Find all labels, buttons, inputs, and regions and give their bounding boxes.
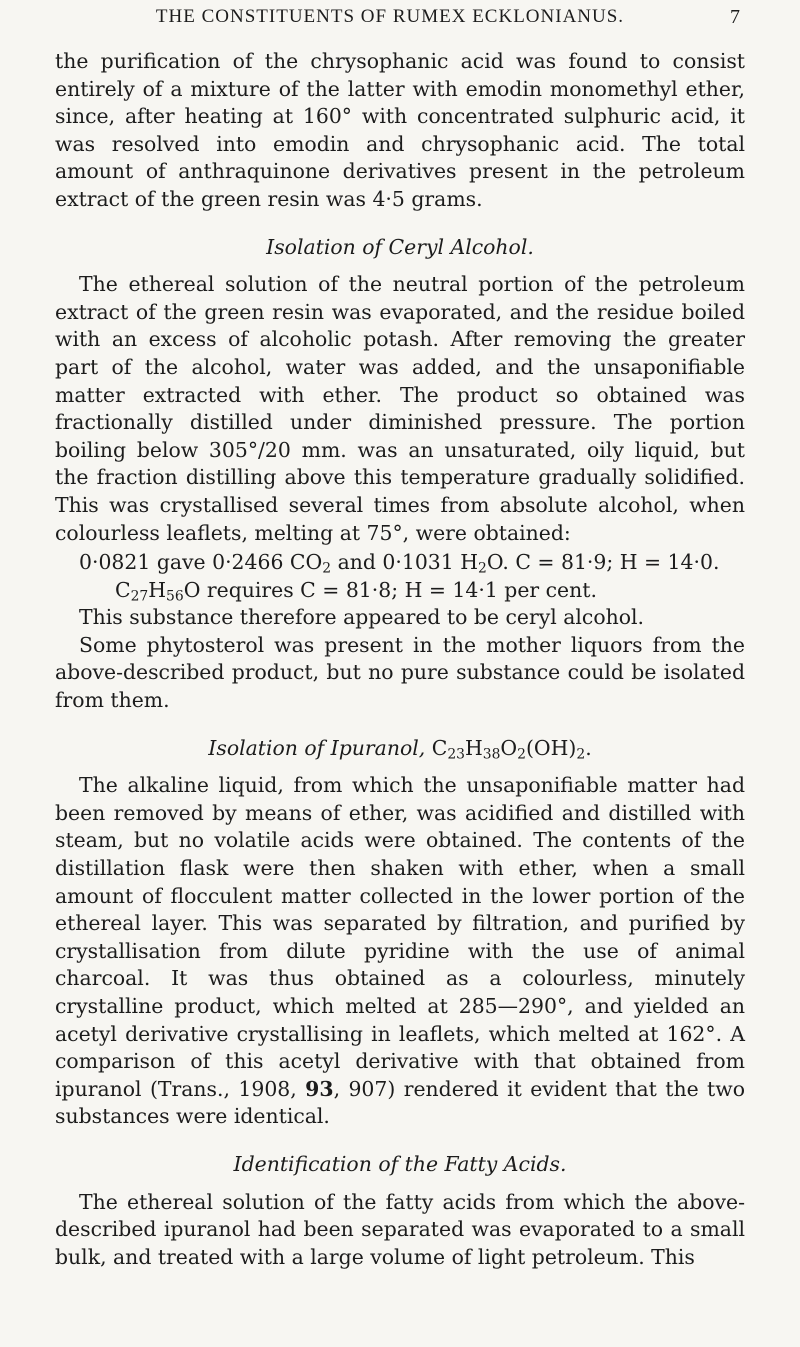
paragraph-phytosterol: Some phytosterol was present in the mother liquors from the above-described product, but no pure substance could be isolated from them. xyxy=(55,632,745,713)
article-body xyxy=(55,48,745,1271)
section-heading-ceryl-alcohol: Isolation of Ceryl Alcohol. xyxy=(266,234,534,259)
section-heading-fatty-acids: Identification of the Fatty Acids. xyxy=(233,1151,567,1176)
running-title: THE CONSTITUENTS OF RUMEX ECKLONIANUS. xyxy=(155,6,625,27)
analysis-required: $C_{27}H_{56}O$ requires C = 81·8; H = 14·1 per cent. xyxy=(115,577,597,605)
paragraph-ceryl-isolation: The ethereal solution of the neutral portion of the petroleum extract of the green resin was evaporated, and the residue boiled with an excess of alcoholic potash. After removing the greater part of the alcohol, water was added, and the unsaponifiable matter extracted with ether. The product so obtained was fractionally distilled under diminished pressure. The portion boiling below 305°/20 mm. was an unsaturated, oily liquid, but the fraction distilling above this temperature gradually solidified. This was crystallised several times from absolute alcohol, when colourless leaflets, melting at 75°, were obtained: xyxy=(55,272,745,545)
paragraph-fatty-acids: The ethereal solution of the fatty acids from which the above-described ipuranol had been separated was evaporated to a small bulk, and treated with a large volume of light petroleum. This xyxy=(55,1189,745,1269)
section-heading-ipuranol: Isolation of Ipuranol, $C_{23}H_{38}O_2(OH)_2$. xyxy=(208,735,592,763)
paragraph-ceryl-conclusion: This substance therefore appeared to be ceryl alcohol. xyxy=(79,605,645,630)
page-header xyxy=(0,6,800,46)
paragraph-continuation: the purification of the chrysophanic acid was found to consist entirely of a mixture of the latter with emodin monomethyl ether, since, after heating at 160° with concentrated sulphuric acid, it was resolved into emodin and chrysophanic acid. The total amount of anthraquinone derivatives present in the petroleum extract of the green resin was 4·5 grams. xyxy=(55,49,745,211)
paragraph-ipuranol-isolation: The alkaline liquid, from which the unsaponifiable matter had been removed by means of ether, was acidified and distilled with steam, but no volatile acids were obtained. The contents of the distillation flask were then shaken with ether, when a small amount of flocculent matter collected in the lower portion of the ethereal layer. This was separated by filtration, and purified by crystallisation from dilute pyridine with the use of animal charcoal. It was thus obtained as a colourless, minutely crystalline product, which melted at 285—290°, and yielded an acetyl derivative crystallising in leaflets, which melted at 162°. A comparison of this acetyl derivative with that obtained from ipuranol (Trans., 1908, 93, 907) rendered it evident that the two substances were identical. xyxy=(55,773,745,1129)
combustion-analysis xyxy=(55,549,745,604)
page-number: 7 xyxy=(730,6,740,28)
journal-volume: 93 xyxy=(305,1076,334,1101)
analysis-found: 0·0821 gave 0·2466 $CO_2$ and 0·1031 $H_2O$. C = 81·9; H = 14·0. xyxy=(79,550,720,577)
